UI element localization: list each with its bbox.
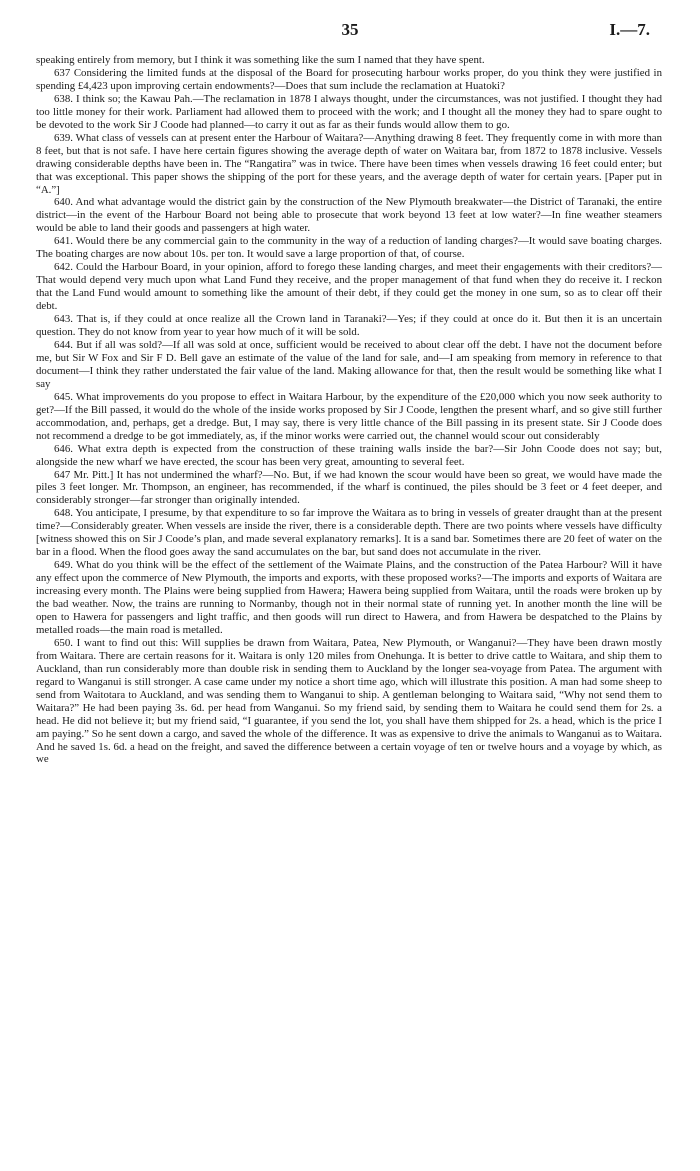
paragraph: 650. I want to find out this: Will supplies be drawn from Waitara, Patea, New Plymouth, or Wanganui?—They have been drawn mostly from Waitara. There are certain reasons for it. Waitara is only 120 miles from Onehunga. It is better to drive cattle to Waitara, and ship them to Auckland, than run considerably more than double risk in sending them to Auckland by the longer sea-voyage from Patea. The argument with regard to Wanganui is still stronger. A case came under my notice a short time ago, which will illustrate this position. A man had some sheep to send from Waitotara to Auckland, and was sending them to Wanganui to ship. A gentleman belonging to Waitara said, “Why not send them to Waitara?” He had been paying 3s. 6d. per head from Wanganui. So my friend said, by sending them to Waitara he could send them for 2s. a head. He did not believe it; but my friend said, “I guarantee, if you send the lot, you shall have them shipped for 2s. a head, which is the price I am paying.” So he sent down a cargo, and saved the whole of the difference. It was as expensive to drive the animals to Wanganui as to Waitara. And he saved 1s. 6d. a head on the freight, and saved the difference between a certain voyage of ten or twelve hours and a voyage by which, as we	[36, 636, 662, 766]
paragraph: 646. What extra depth is expected from the construction of these training walls inside the bar?—Sir John Coode does not say; but, alongside the new wharf we have erected, the scour has been very great, amounting to several feet.	[36, 442, 662, 468]
paragraph: 639. What class of vessels can at present enter the Harbour of Waitara?—Anything drawing 8 feet. They frequently come in with more than 8 feet, but that is not safe. I have here certain figures showing the average depth of water on Waitara bar, from 1872 to 1878 inclusive. Vessels drawing considerable depths have been in. The “Rangatira” was in twice. There have been times when vessels drawing 16 feet could enter; but that was exceptional. This paper shows the shipping of the port for these years, and the average depth of water for certain years. [Paper put in “A.”]	[36, 131, 662, 196]
paragraph: 645. What improvements do you propose to effect in Waitara Harbour, by the expenditure of the £20,000 which you now seek authority to get?—If the Bill passed, it would do the whole of the inside works proposed by Sir J Coode, lengthen the present wharf, and so give still further accommodation, and, perhaps, get a dredge. But, I may say, there is very little chance of the Bill passing in its present state. Sir J Coode does not recommend a dredge to be got immediately, as, if the minor works were carried out, the channel would scour out considerably	[36, 390, 662, 442]
paragraph: 643. That is, if they could at once realize all the Crown land in Taranaki?—Yes; if they could at once do it. But then it is an uncertain question. They do not know from year to year how much of it will be sold.	[36, 313, 662, 339]
paragraph: speaking entirely from memory, but I think it was something like the sum I named that they have spent.	[36, 54, 485, 66]
paragraph: 640. And what advantage would the district gain by the construction of the New Plymouth breakwater—the District of Taranaki, the entire district—in the event of the Harbour Board not being able to prosecute that work beyond 13 feet at low water?—In fine weather steamers would be able to land their goods and passengers at high water.	[36, 196, 662, 235]
paragraph: 637 Considering the limited funds at the disposal of the Board for prosecuting harbour works proper, do you think they were justified in spending £4,423 upon improving certain endowments?—Does that sum include the reclamation at Huatoki?	[36, 66, 662, 92]
page-body	[36, 54, 662, 766]
paragraph: 649. What do you think will be the effect of the settlement of the Waimate Plains, and the construction of the Patea Harbour? Will it have any effect upon the commerce of New Plymouth, the imports and exports, with these proposed works?—The imports and exports of Waitara are increasing every month. The Plains were being supplied from Hawera; Hawera being supplied from Waitara, until the roads were broken up by the bad weather. Now, the trains are running to Normanby, though not in their normal state of running yet. In another month the line will be open to Hawera for passengers and light traffic, and then goods will run direct to Hawera, and from Hawera be despatched to the Plains by metalled roads—the main road is metalled.	[36, 559, 662, 636]
page-header	[0, 20, 700, 42]
paragraph: 644. But if all was sold?—If all was sold at once, sufficient would be received to about clear off the debt. I have not the document before me, but Sir W Fox and Sir F D. Bell gave an estimate of the value of the land for sale, and—I am speaking from memory in reference to that document—I think they rather understated the fair value of the land. Making allowance for that, then the result would be something like what I say	[36, 338, 662, 390]
paragraph: 641. Would there be any commercial gain to the community in the way of a reduction of landing charges?—It would save boating charges. The boating charges are now about 10s. per ton. It would save a large proportion of that, of course.	[36, 235, 662, 261]
document-reference: I.—7.	[609, 20, 650, 39]
paragraph: 648. You anticipate, I presume, by that expenditure to so far improve the Waitara as to bring in vessels of greater draught than at the present time?—Considerably greater. When vessels are inside the river, there is a considerable depth. There are two points where vessels have difficulty [witness showed this on Sir J Coode’s plan, and made several explanatory remarks]. It is a sand bar. Sometimes there are 20 feet of water on the bar in a flood. When the flood goes away the sand accumulates on the bar, but sand does not accumulate in the river.	[36, 507, 662, 559]
paragraph: 642. Could the Harbour Board, in your opinion, afford to forego these landing charges, and meet their engagements with their creditors?—That would depend very much upon what Land Fund they receive, and the proper management of that fund when they do receive it. I reckon that the Land Fund would amount to something like the amount of their debt, if they could get the money in one sum, so as to clear off their debt.	[36, 261, 662, 313]
paragraph: 647 Mr. Pitt.] It has not undermined the wharf?—No. But, if we had known the scour would have been so great, we would have made the piles 3 feet longer. Mr. Thompson, an engineer, has recommended, if the wharf is continued, the piles should be 3 feet or 4 feet deeper, and considerably stronger—far stronger than originally intended.	[36, 468, 662, 507]
page-number: 35	[341, 20, 359, 39]
paragraph: 638. I think so; the Kawau Pah.—The reclamation in 1878 I always thought, under the circumstances, was not justified. I thought they had too little money for their work. Parliament had allowed them to proceed with the work; and I thought all the money they had to spare ought to be devoted to the work Sir J Coode had planned—to carry it out as far as their funds would allow them to go.	[36, 92, 662, 131]
